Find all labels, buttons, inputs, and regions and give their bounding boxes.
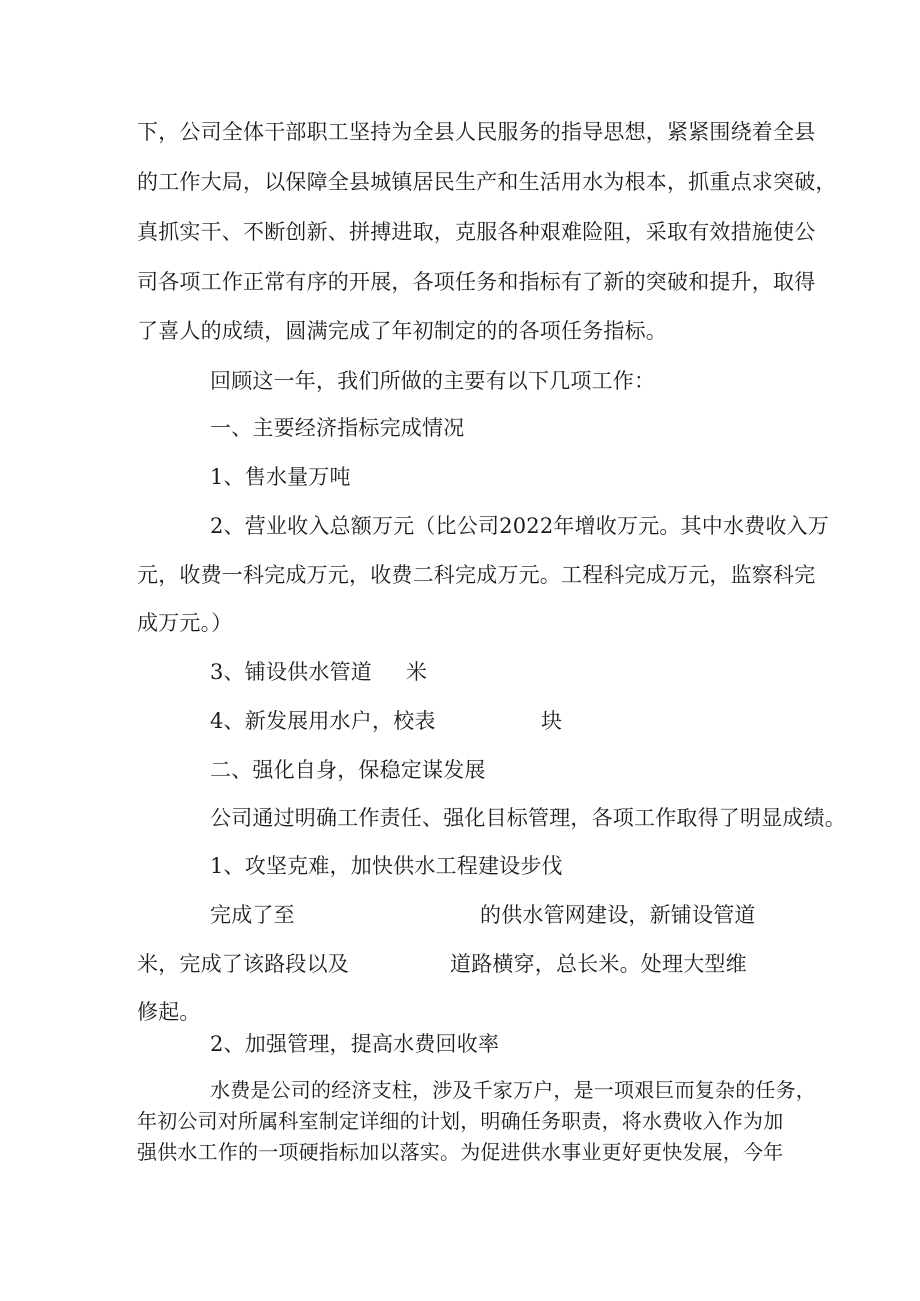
section2-sub1-line-2	[137, 950, 747, 978]
intro-line-2: 的工作大局，以保障全县城镇居民生产和生活用水为根本，抓重点求突破，	[137, 170, 837, 194]
section2-heading: 二、强化自身，保稳定谋发展	[210, 758, 486, 782]
section2-sub2-heading: 2、加强管理，提高水费回收率	[210, 1032, 500, 1056]
section2-sub2-body-line-1: 水费是公司的经济支柱，涉及千家万户，是一项艰巨而复杂的任务，	[210, 1078, 816, 1102]
sub1-line2-part-a: 米，完成了该路段以及	[137, 952, 349, 976]
review-line: 回顾这一年，我们所做的主要有以下几项工作：	[210, 369, 656, 393]
section1-item1: 1、售水量万吨	[210, 465, 351, 489]
item3-label: 3、铺设供水管道	[210, 660, 372, 684]
intro-line-1: 下，公司全体干部职工坚持为全县人民服务的指导思想，紧紧围绕着全县	[137, 120, 816, 144]
section2-sub2-body-line-2: 年初公司对所属科室制定详细的计划，明确任务职责，将水费收入作为加	[137, 1109, 784, 1133]
section2-sub1-heading: 1、攻坚克难，加快供水工程建设步伐	[210, 854, 563, 878]
section2-summary: 公司通过明确工作责任、强化目标管理，各项工作取得了明显成绩。	[210, 806, 846, 830]
section1-item2-line-1: 2、营业收入总额万元（比公司2022年增收万元。其中水费收入万	[210, 514, 830, 538]
section2-sub1-line-3: 修起。	[137, 1000, 201, 1024]
section2-sub2-body-line-3: 强供水工作的一项硬指标加以落实。为促进供水事业更好更快发展，今年	[137, 1140, 784, 1164]
item3-unit: 米	[406, 660, 428, 684]
intro-line-5: 了喜人的成绩，圆满完成了年初制定的的各项任务指标。	[137, 319, 667, 343]
sub1-line1-part-a: 完成了至	[210, 903, 295, 927]
section1-item2-line-2: 元，收费一科完成万元，收费二科完成万元。工程科完成万元，监察科完	[137, 563, 816, 587]
section1-item3	[210, 658, 428, 686]
intro-line-3: 真抓实干、不断创新、拼搏进取，克服各种艰难险阻，采取有效措施使公	[137, 220, 816, 244]
section1-item2-line-3: 成万元。）	[137, 611, 233, 635]
section1-heading: 一、主要经济指标完成情况	[210, 416, 465, 440]
sub1-line1-part-b: 的供水管网建设，新铺设管道	[480, 903, 756, 927]
item4-unit: 块	[541, 709, 563, 733]
item4-label: 4、新发展用水户，校表	[210, 709, 436, 733]
sub1-line2-part-b: 道路横穿，总长米。处理大型维	[450, 952, 747, 976]
intro-line-4: 司各项工作正常有序的开展，各项任务和指标有了新的突破和提升，取得	[137, 270, 816, 294]
section1-item4	[210, 707, 563, 735]
section2-sub1-line-1	[210, 901, 756, 929]
